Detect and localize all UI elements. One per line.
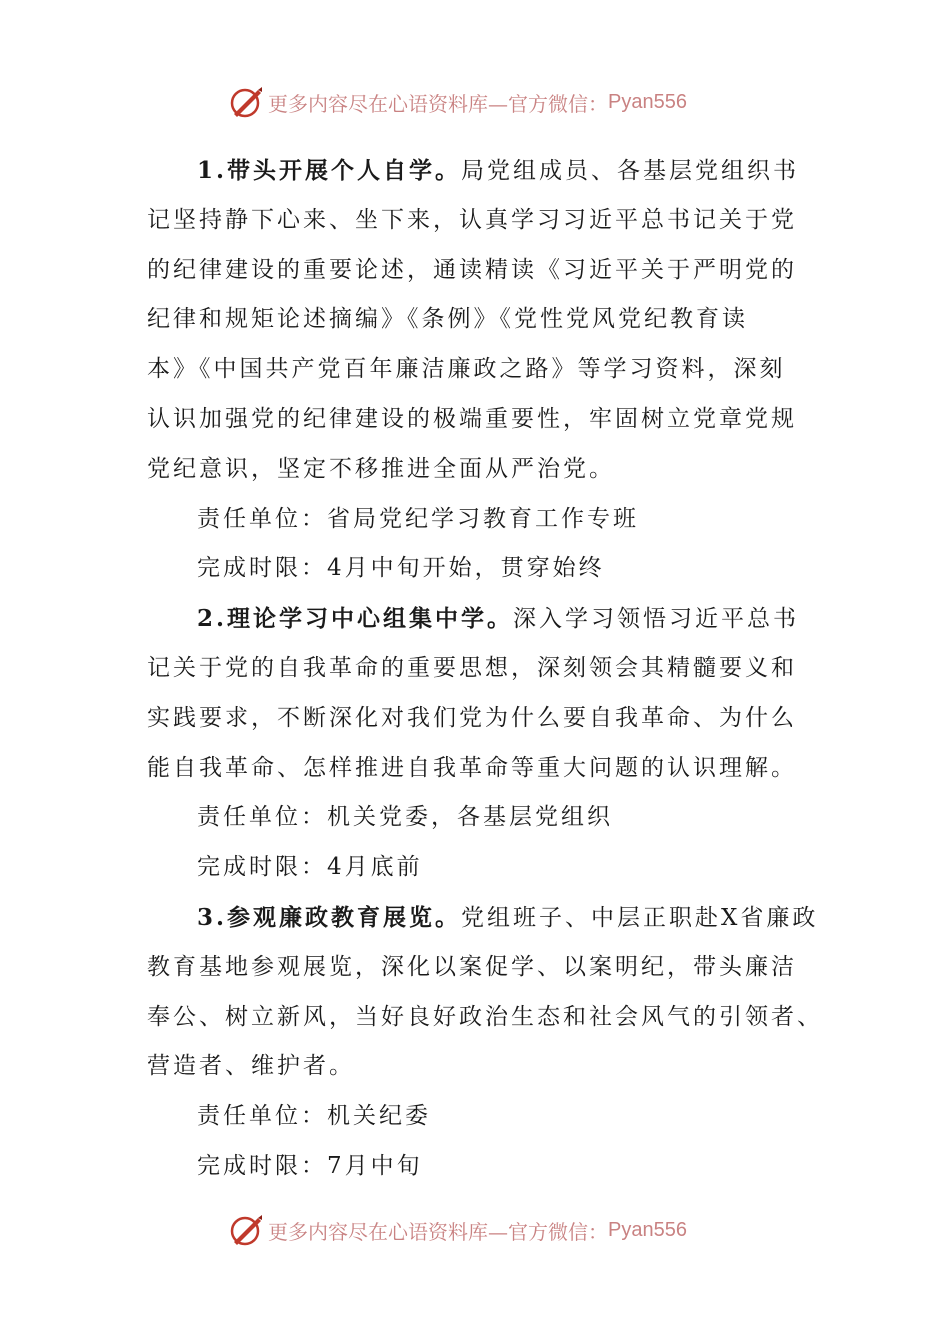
item-2-deadline: 完成时限：4月底前: [197, 854, 423, 881]
item-1-line-3: 的纪律建设的重要论述，通读精读《习近平关于严明党的: [147, 256, 797, 283]
item-2-title: 2.理论学习中心组集中学。: [197, 605, 514, 633]
item-1-line-1: 局党组成员、各基层党组织书: [461, 158, 800, 184]
pen-logo-icon: [228, 1212, 264, 1248]
document-body: [147, 146, 823, 1192]
item-3-line-1: 党组班子、中层正职赴X省廉政: [461, 904, 819, 931]
item-3-line-3: 奉公、树立新风，当好良好政治生态和社会风气的引领者、: [147, 1003, 823, 1030]
footer-site-text: 更多内容尽在心语资料库—官方微信：: [268, 1219, 608, 1244]
item-2-first-line: [147, 594, 809, 644]
item-2-responsible: 责任单位：机关党委，各基层党组织: [197, 804, 613, 831]
item-1-line-6: 认识加强党的纪律建设的极端重要性，牢固树立党章党规: [147, 405, 797, 432]
header-wechat-id: Pyan556: [608, 90, 687, 113]
item-1-deadline: 完成时限：4月中旬开始，贯穿始终: [197, 555, 605, 582]
item-3-first-line: [147, 893, 819, 943]
pen-logo-icon: [228, 84, 264, 120]
footer-banner: [228, 1210, 687, 1250]
item-1-title: 1.带头开展个人自学。: [197, 157, 462, 184]
item-3-deadline: 完成时限：7月中旬: [197, 1152, 423, 1179]
item-2-line-3: 实践要求，不断深化对我们党为什么要自我革命、为什么: [147, 704, 797, 731]
item-3-line-4: 营造者、维护者。: [147, 1053, 355, 1080]
header-banner: [228, 82, 687, 122]
item-2-line-4: 能自我革命、怎样推进自我革命等重大问题的认识理解。: [147, 754, 797, 781]
header-site-text: 更多内容尽在心语资料库—官方微信：: [268, 91, 608, 116]
item-1-line-5: 本》《中国共产党百年廉洁廉政之路》等学习资料，深刻: [147, 356, 786, 383]
footer-wechat-id: Pyan556: [608, 1218, 687, 1241]
item-2-line-2: 记关于党的自我革命的重要思想，深刻领会其精髓要义和: [147, 654, 797, 681]
item-1-line-7: 党纪意识，坚定不移推进全面从严治党。: [147, 455, 615, 482]
item-1-line-2: 记坚持静下心来、坐下来，认真学习习近平总书记关于党: [147, 206, 797, 233]
item-3-responsible: 责任单位：机关纪委: [197, 1103, 431, 1130]
item-1-responsible: 责任单位：省局党纪学习教育工作专班: [197, 505, 639, 532]
item-2-line-1: 深入学习领悟习近平总书: [513, 606, 800, 633]
item-3-line-2: 教育基地参观展览，深化以案促学、以案明纪，带头廉洁: [147, 953, 797, 980]
item-1-first-line: [147, 146, 809, 196]
item-3-title: 3.参观廉政教育展览。: [197, 903, 462, 931]
item-1-line-4: 纪律和规矩论述摘编》《条例》《党性党风党纪教育读: [147, 306, 748, 333]
